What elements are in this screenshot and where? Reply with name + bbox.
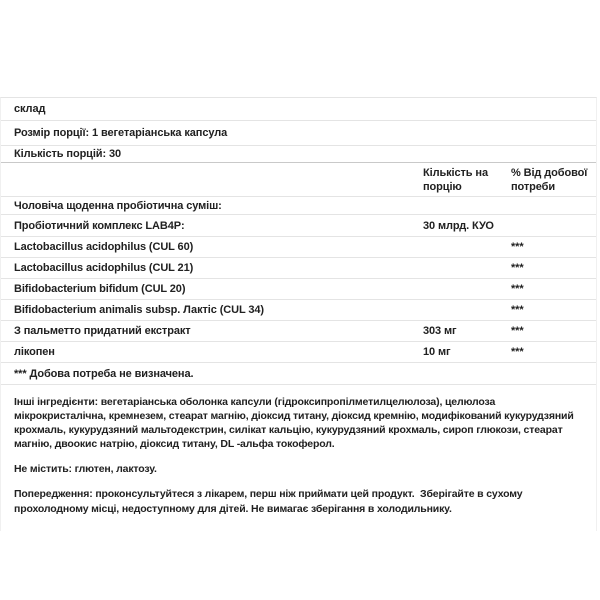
table-row [1,342,596,363]
table-row [1,321,596,342]
nutrient-dv: *** [511,262,524,274]
serving-size-text: Розмір порції: 1 вегетаріанська капсула [14,127,228,139]
nutrient-name: З пальметто придатний екстракт [14,325,191,337]
nutrient-name: Чоловіча щоденна пробіотична суміш: [14,199,222,212]
nutrient-name: Bifidobacterium animalis subsp. Лактіс (CUL 34) [14,304,264,316]
table-row [1,300,596,321]
dv-column-header: % Від добової потреби [511,167,588,193]
nutrient-dv: *** [511,325,524,337]
servings-per-container-row [1,146,596,163]
nutrient-amount: 303 мг [423,325,457,337]
footnote-text: *** Добова потреба не визначена. [14,367,194,380]
nutrient-name: Пробіотичний комплекс LAB4P: [14,219,185,232]
section-title-row [1,98,596,121]
servings-per-container-text: Кількість порцій: 30 [14,148,122,160]
nutrient-name: Bifidobacterium bifidum (CUL 20) [14,283,186,295]
nutrient-dv: *** [511,241,524,253]
table-row [1,237,596,258]
other-ingredients-paragraph: Інші інгредієнти: вегетаріанська оболонка капсули (гідроксипропілметилцелюлоза), целюлоза мікрокристалічна, кремнезем, стеарат магнію, діоксид титану, діоксид кремнію, модифікований кукурудзяний крохмаль, кукурудзяний мальтодекстрин, силікат кальцію, кукурудзяний крохмаль, сироп глюкози, стеарат магнію, двоокис натрію, діоксид титану, DL -альфа токоферол. [14,396,577,450]
section-title: склад [14,103,46,115]
nutrient-name: Lactobacillus acidophilus (CUL 60) [14,241,194,253]
nutrient-dv: *** [511,304,524,316]
info-paragraphs [1,385,596,517]
nutrient-amount: 10 мг [423,346,451,358]
table-row [1,197,596,215]
table-row [1,258,596,279]
nutrient-name: лікопен [14,346,55,358]
warnings-paragraph: Попередження: проконсультуйтеся з лікарем, перш ніж приймати цей продукт. Зберігайте в сухому прохолодному місці, недоступному для дітей. Не вимагає зберігання в холодильнику. [14,488,526,515]
table-row [1,279,596,300]
nutrient-dv: *** [511,346,524,358]
serving-size-row [1,121,596,146]
nutrient-dv: *** [511,283,524,295]
nutrient-name: Lactobacillus acidophilus (CUL 21) [14,262,194,274]
supplement-facts-panel [0,97,597,531]
footnote-row [1,363,596,385]
nutrient-amount: 30 млрд. КУО [423,219,494,232]
amount-column-header: Кількість на порцію [423,167,488,193]
table-header-row [1,163,596,197]
table-row [1,215,596,237]
does-not-contain-paragraph: Не містить: глютен, лактозу. [14,463,157,475]
